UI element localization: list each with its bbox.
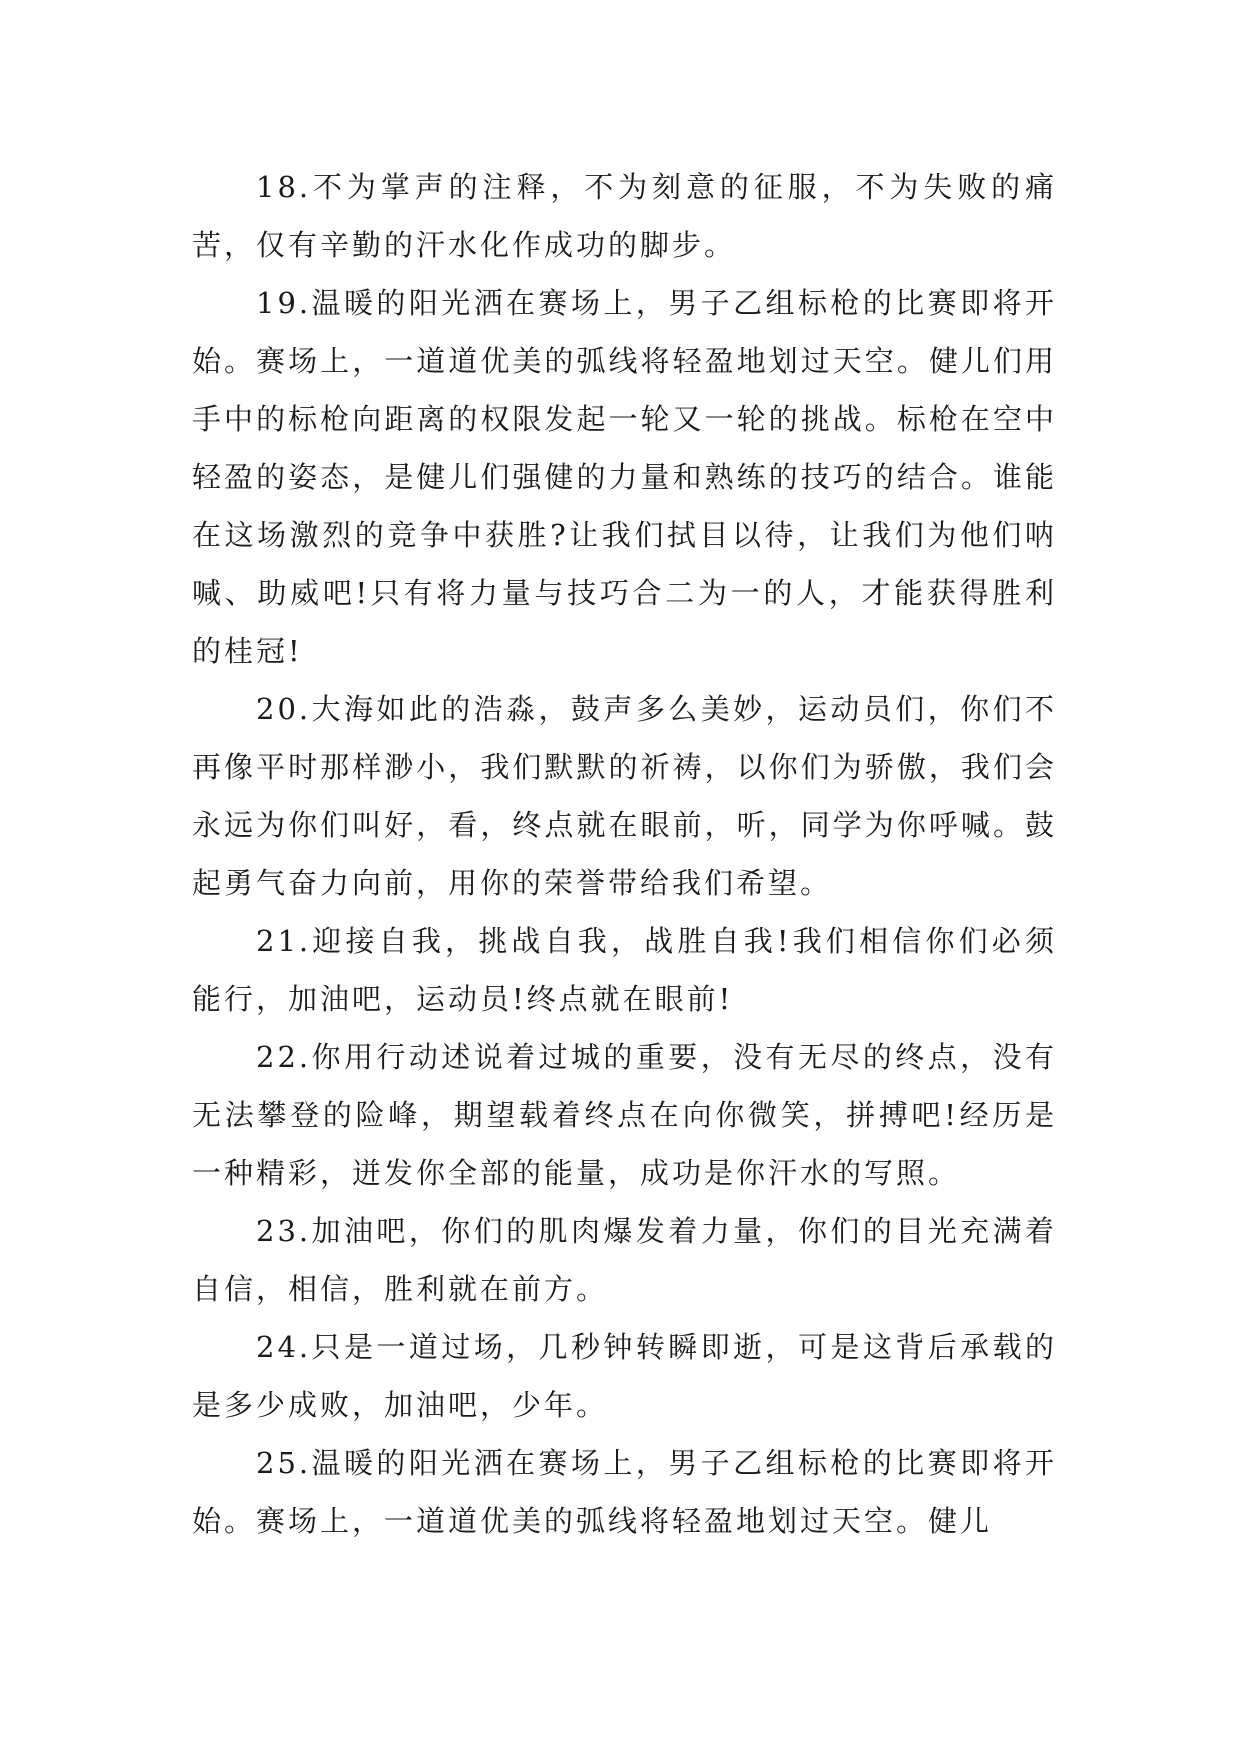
paragraph-20: 20.大海如此的浩淼，鼓声多么美妙，运动员们，你们不再像平时那样渺小，我们默默的祈祷，以你们为骄傲，我们会永远为你们叫好，看，终点就在眼前，听，同学为你呼喊。鼓起勇气奋力向前，用你的荣誉带给我们希望。 <box>192 692 1057 900</box>
paragraph-19: 19.温暖的阳光洒在赛场上，男子乙组标枪的比赛即将开始。赛场上，一道道优美的弧线将轻盈地划过天空。健儿们用手中的标枪向距离的权限发起一轮又一轮的挑战。标枪在空中轻盈的姿态，是健儿们强健的力量和熟练的技巧的结合。谁能在这场激烈的竞争中获胜?让我们拭目以待，让我们为他们呐喊、助威吧!只有将力量与技巧合二为一的人，才能获得胜利的桂冠! <box>192 286 1057 668</box>
paragraph-24: 24.只是一道过场，几秒钟转瞬即逝，可是这背后承载的是多少成败，加油吧，少年。 <box>192 1330 1057 1422</box>
paragraph-25: 25.温暖的阳光洒在赛场上，男子乙组标枪的比赛即将开始。赛场上，一道道优美的弧线将轻盈地划过天空。健儿 <box>192 1446 1057 1538</box>
paragraph-23: 23.加油吧，你们的肌肉爆发着力量，你们的目光充满着自信，相信，胜利就在前方。 <box>192 1214 1057 1306</box>
paragraph-18: 18.不为掌声的注释，不为刻意的征服，不为失败的痛苦，仅有辛勤的汗水化作成功的脚步。 <box>192 170 1057 262</box>
paragraph-22: 22.你用行动述说着过城的重要，没有无尽的终点，没有无法攀登的险峰，期望载着终点在向你微笑，拼搏吧!经历是一种精彩，迸发你全部的能量，成功是你汗水的写照。 <box>192 1040 1057 1190</box>
paragraph-21: 21.迎接自我，挑战自我，战胜自我!我们相信你们必须能行，加油吧，运动员!终点就在眼前! <box>192 924 1057 1016</box>
document-body <box>192 158 1057 1550</box>
